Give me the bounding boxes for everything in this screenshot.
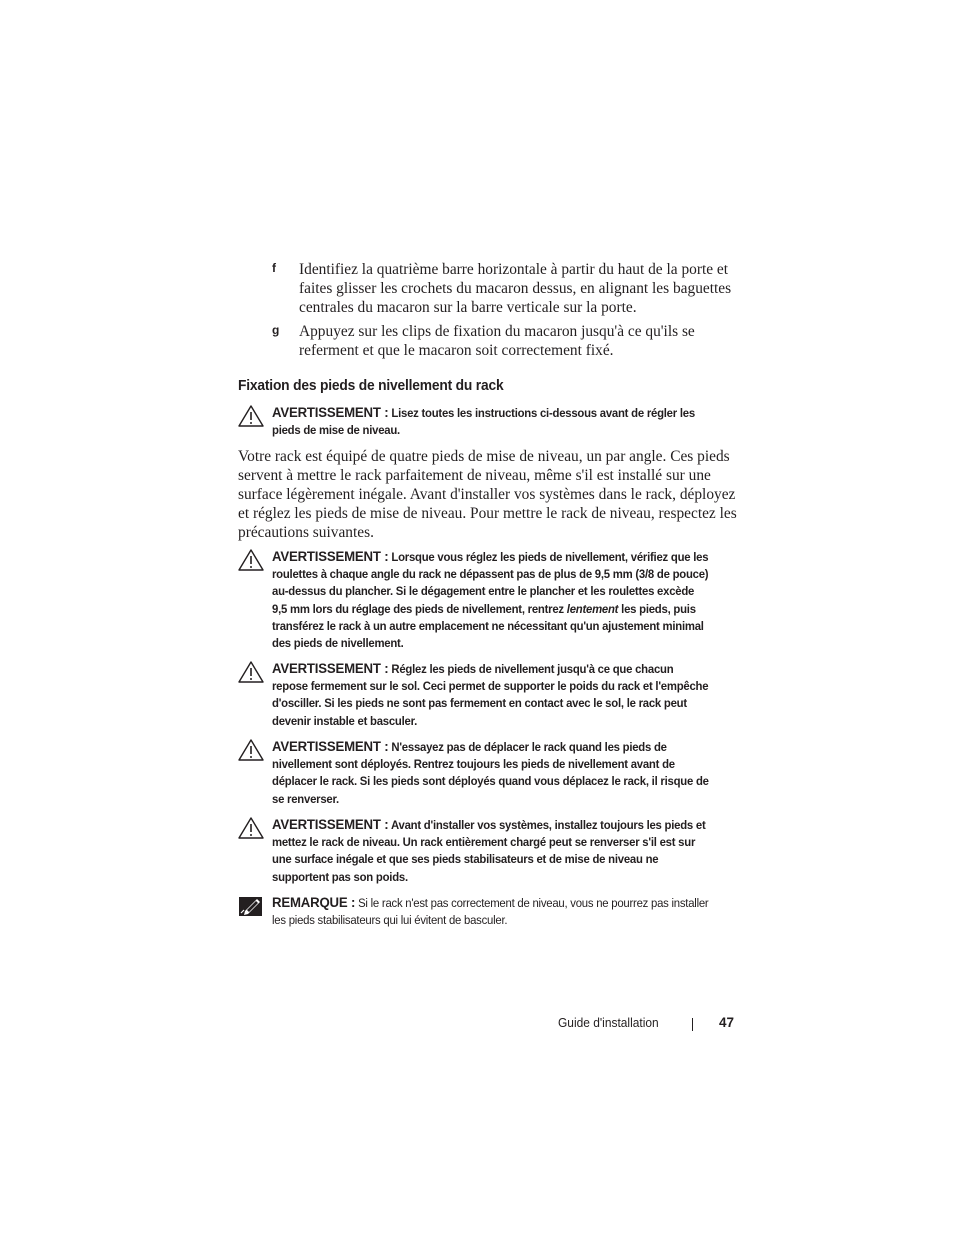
warning-body: Avant d'installer vos systèmes, installez toujours les pieds et mettez le rack de niveau. Un rack entièrement chargé peut se renverser s'il est sur une surface inégale et que ses pieds stabilisateurs et de mise de niveau ne supportent pas son poids. (272, 818, 706, 884)
warning-body: Lorsque vous réglez les pieds de nivellement, vérifiez que les roulettes à chaque angle du rack ne dépassent pas de plus de 9,5 mm (3/8 de pouce) au-dessus du plancher. Si le dégagement entre le plancher et les roulettes excède 9,5 mm lors du réglage des pieds de nivellement, rentrez (272, 550, 709, 616)
warning-text (272, 739, 709, 808)
step-text: Identifiez la quatrième barre horizontale à partir du haut de la porte et faites glisser les crochets du macaron dessus, en alignant les baguettes centrales du macaron sur la barre verticale sur la porte. (299, 261, 732, 316)
warning-body: Lisez toutes les instructions ci-dessous avant de régler les pieds de mise de niveau. (272, 406, 695, 438)
footer-separator (692, 1018, 693, 1031)
pencil-note-icon (238, 895, 264, 917)
warning-body-end: les pieds, puis transférez le rack à un autre emplacement ne nécessitant qu'un ajustement minimal des pieds de nivellement. (272, 601, 704, 651)
warning-triangle-icon (238, 405, 264, 427)
section-heading: Fixation des pieds de nivellement du rack (238, 377, 504, 394)
warning-label: AVERTISSEMENT : (272, 405, 389, 421)
step-text: Appuyez sur les clips de fixation du macaron jusqu'à ce qu'ils se referment et que le macaron soit correctement fixé. (299, 323, 695, 359)
warning-notice (238, 661, 738, 730)
warning-text (272, 661, 709, 730)
warning-triangle-icon (238, 549, 264, 571)
note-notice (238, 895, 738, 929)
warning-label: AVERTISSEMENT : (272, 661, 389, 677)
note-label: REMARQUE : (272, 895, 356, 911)
warning-label: AVERTISSEMENT : (272, 817, 389, 833)
warning-notice (238, 405, 738, 439)
warning-text (272, 405, 709, 439)
step-g (272, 322, 742, 360)
warning-label: AVERTISSEMENT : (272, 739, 389, 755)
warning-body: N'essayez pas de déplacer le rack quand les pieds de nivellement sont déployés. Rentrez toujours les pieds de nivellement avant de déplacer le rack. Si les pieds sont déployés quand vous déplacez le rack, il risque de se renverser. (272, 740, 709, 806)
warning-triangle-icon (238, 739, 264, 761)
warning-notice (238, 549, 738, 652)
body-paragraph: Votre rack est équipé de quatre pieds de mise de niveau, un par angle. Ces pieds servent à mettre le rack parfaitement de niveau, même s'il est installé sur une surface légèrement inégale. Avant d'installer vos systèmes dans le rack, déployez et réglez les pieds de mise de niveau. Pour mettre le rack de niveau, respectez les précautions suivantes. (238, 448, 737, 541)
warning-text (272, 549, 709, 652)
warning-body: Réglez les pieds de nivellement jusqu'à ce que chacun repose fermement sur le sol. Ceci permet de supporter le poids du rack et l'empêche d'osciller. Si les pieds ne sont pas fermement en contact avec le sol, le rack peut devenir instable et basculer. (272, 662, 709, 728)
step-letter: f (272, 261, 276, 275)
note-body: Si le rack n'est pas correctement de niveau, vous ne pourrez pas installer les pieds stabilisateurs qui lui évitent de basculer. (272, 896, 709, 928)
warning-triangle-icon (238, 817, 264, 839)
step-letter: g (272, 323, 280, 337)
step-f (272, 260, 742, 317)
warning-label: AVERTISSEMENT : (272, 549, 389, 565)
warning-triangle-icon (238, 661, 264, 683)
note-text (272, 895, 709, 929)
page-number: 47 (719, 1015, 735, 1030)
warning-notice (238, 739, 738, 808)
warning-emphasis: lentement (566, 601, 619, 616)
footer-title: Guide d'installation (558, 1015, 659, 1030)
warning-text (272, 817, 709, 886)
warning-notice (238, 817, 738, 886)
